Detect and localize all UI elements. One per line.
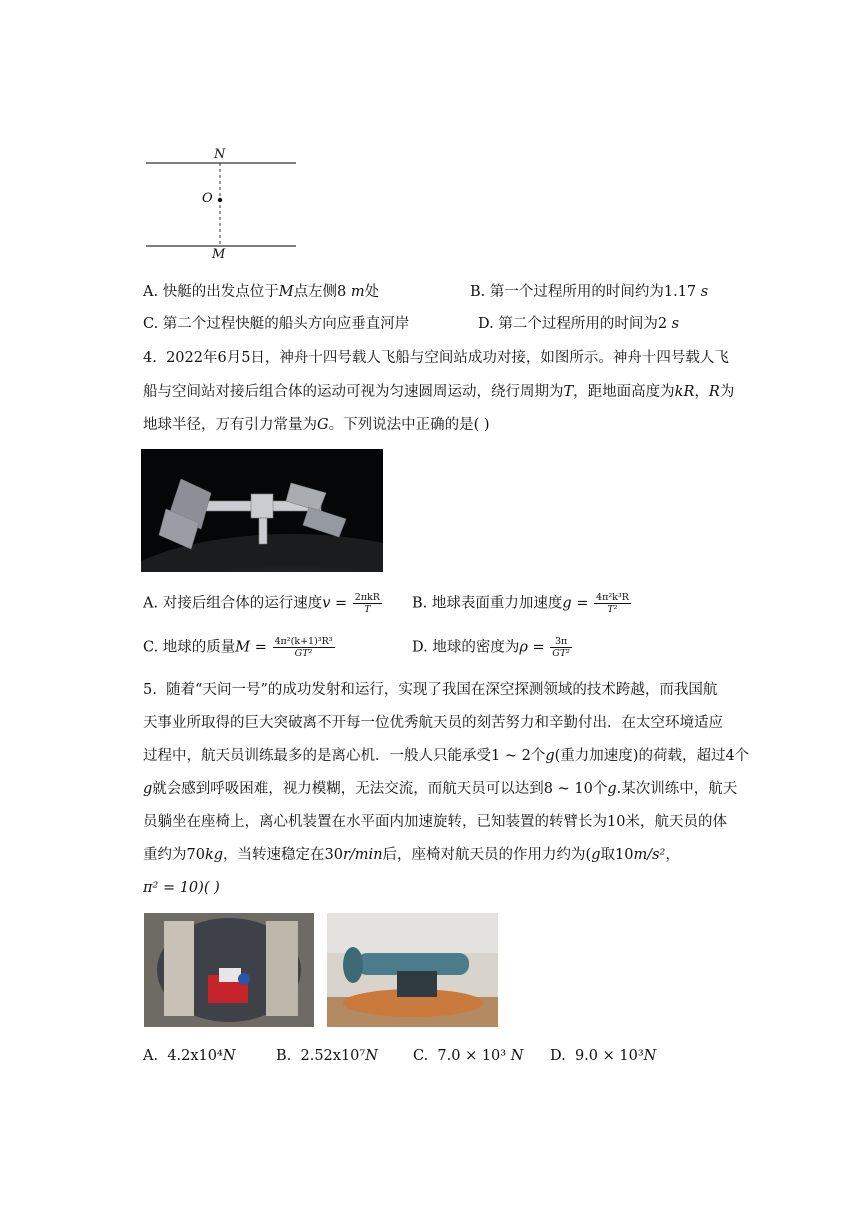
q5-d-value: 9.0 × 10³ xyxy=(574,1048,644,1064)
q5-options: A. 4.2x10⁴N xyxy=(143,1048,236,1064)
q3-a-text: 快艇的出发点位于 xyxy=(162,284,279,300)
q4-option-b: B. 地球表面重力加速度g = $\frac{\text{4π²k³R}}{\text{T²}}$ xyxy=(412,592,629,615)
q4-option-d: D. 地球的密度为ρ = $\frac{3\pi}{\text{GT²}}$ xyxy=(412,636,570,659)
q5-c-letter: C. xyxy=(413,1048,429,1064)
q4-line-2: 船与空间站对接后组合体的运动可视为匀速圆周运动，绕行周期为T，距地面高度为kR，R为 xyxy=(143,384,735,400)
q5-option-c: C. 7.0 × 10³ N xyxy=(413,1048,524,1064)
q3-d-letter: D. xyxy=(478,316,494,332)
q5-d-letter: D. xyxy=(550,1048,566,1064)
q4-c-letter: C. xyxy=(143,639,159,656)
q3-c-letter: C. xyxy=(143,316,159,332)
q3-c-text: 第二个过程快艇的船头方向应垂直河岸 xyxy=(162,316,410,332)
centrifuge-cabin-photo xyxy=(144,913,314,1027)
q3-option-c xyxy=(143,314,409,334)
q3-option-b: B. 第一个过程所用的时间约为1.17 s xyxy=(470,284,709,300)
q5-b-letter: B. xyxy=(276,1048,292,1064)
q4-b-letter: B. xyxy=(412,595,428,612)
q4-line-1: 4. 2022年6月5日，神舟十四号载人飞船与空间站成功对接，如图所示。神舟十四号载人飞 xyxy=(143,350,729,366)
q5-line-4: g就会感到呼吸困难，视力模糊，无法交流，而航天员可以达到8 ~ 10个g.某次训练中，航天 xyxy=(143,781,738,797)
q5-number: 5. xyxy=(143,682,157,698)
q5-c-value: 7.0 × 10³ xyxy=(437,1048,507,1064)
q3-b-letter: B. xyxy=(470,284,486,300)
q5-option-b: B. 2.52x10⁷N xyxy=(276,1048,378,1064)
q5-line-5: 员躺坐在座椅上，离心机装置在水平面内加速旋转，已知装置的转臂长为10米，航天员的体 xyxy=(143,814,727,830)
q5-a-letter: A. xyxy=(143,1048,159,1064)
centrifuge-machine-illustration xyxy=(327,913,498,1027)
space-station-illustration xyxy=(141,449,383,572)
label-n: N xyxy=(214,147,226,162)
label-m: M xyxy=(212,247,226,262)
q5-line-7: π² = 10)( ) xyxy=(143,880,220,896)
q5-line-1: 5. 随着“天问一号”的成功发射和运行，实现了我国在深空探测领域的技术跨越，而我国航 xyxy=(143,682,718,698)
q5-line-3: 过程中，航天员训练最多的是离心机．一般人只能承受1 ~ 2个g(重力加速度)的荷载，超过4个 xyxy=(143,748,750,764)
q3-b-text: 第一个过程所用的时间约为1.17 xyxy=(489,284,697,300)
q4-c-fraction: $\frac{\text{4π²(k+1)³R³}}{\text{GT²}}$ xyxy=(274,636,333,659)
q5-line-2: 天事业所取得的巨大突破离不开每一位优秀航天员的刻苦努力和辛勤付出．在太空环境适应 xyxy=(143,715,723,731)
q4-line-3: 地球半径，万有引力常量为G。下列说法中正确的是( ) xyxy=(143,417,490,433)
river-diagram xyxy=(140,144,300,264)
centrifuge-cabin-illustration xyxy=(144,913,314,1027)
space-station-photo xyxy=(141,449,383,572)
q4-option-a: A. 对接后组合体的运行速度v = $\frac{\text{2πkR}}{T}$ xyxy=(143,592,380,615)
q5-line-6: 重约为70kg，当转速稳定在30r/min后，座椅对航天员的作用力约为(g取10m/s²， xyxy=(143,847,680,863)
centrifuge-machine-photo xyxy=(327,913,498,1027)
q5-b-value: 2.52x10⁷ xyxy=(300,1048,366,1064)
q4-number: 4. xyxy=(143,350,157,366)
point-o xyxy=(218,198,222,202)
q4-d-fraction: $\frac{3\pi}{\text{GT²}}$ xyxy=(552,636,570,659)
q3-options-ab: A. 快艇的出发点位于M点左侧8 m处 xyxy=(143,284,380,300)
q4-d-letter: D. xyxy=(412,639,428,656)
q3-option-d: D. 第二个过程所用的时间为2 s xyxy=(478,316,680,332)
q5-option-d: D. 9.0 × 10³N xyxy=(550,1048,657,1064)
q3-d-text: 第二个过程所用的时间为2 xyxy=(498,316,668,332)
q4-a-letter: A. xyxy=(143,595,159,612)
q4-a-fraction: $\frac{\text{2πkR}}{T}$ xyxy=(354,592,380,615)
q3-a-letter: A. xyxy=(143,284,159,300)
q5-a-value: 4.2x10⁴ xyxy=(167,1048,223,1064)
label-o: O xyxy=(202,191,213,206)
q4-b-fraction: $\frac{\text{4π²k³R}}{\text{T²}}$ xyxy=(596,592,629,615)
q4-option-c: C. 地球的质量M = $\frac{\text{4π²(k+1)³R³}}{\text{GT²}}$ xyxy=(143,636,333,659)
river-diagram-svg xyxy=(140,144,300,264)
